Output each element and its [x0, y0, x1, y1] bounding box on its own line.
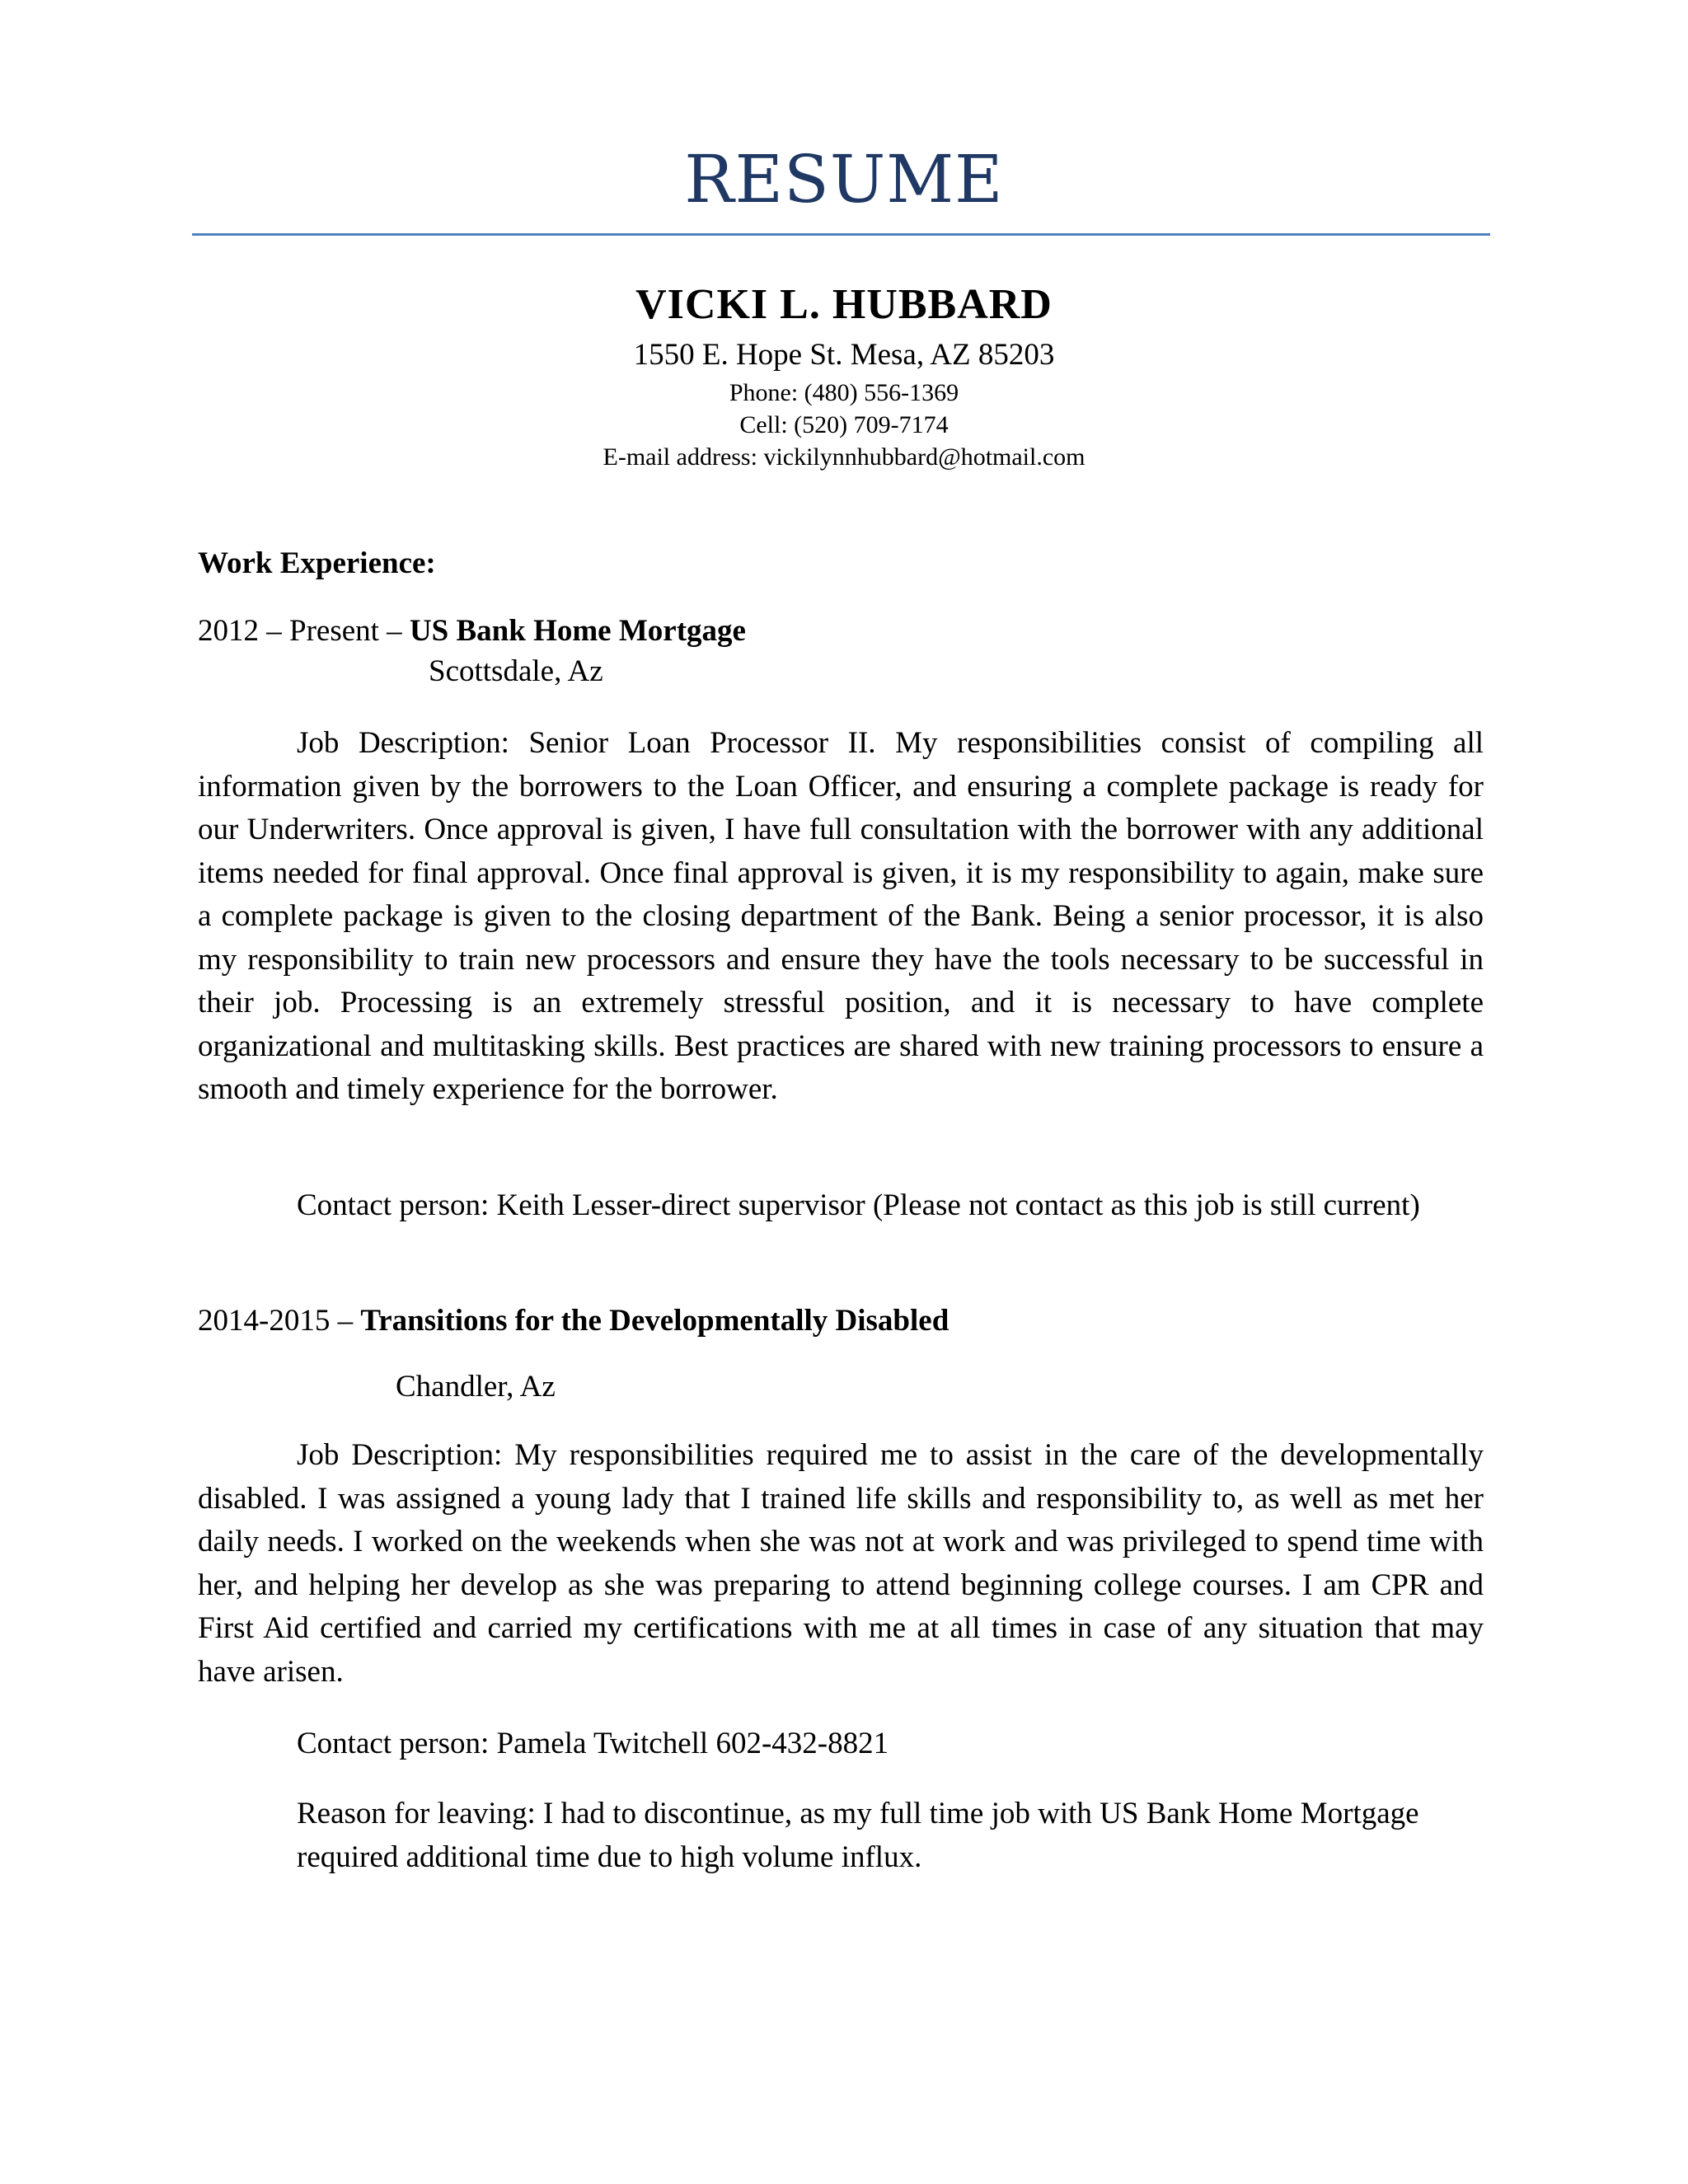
job-1-dates: 2012 – Present –: [198, 614, 410, 648]
job-2-heading: [198, 1301, 949, 1342]
job-2-location: Chandler, Az: [396, 1370, 556, 1404]
job-1-heading: [198, 611, 746, 652]
applicant-email: E-mail address: vickilynnhubbard@hotmail.com: [603, 443, 1085, 471]
applicant-name: VICKI L. HUBBARD: [635, 281, 1053, 328]
work-experience-heading: Work Experience:: [198, 546, 436, 580]
job-1-contact: Contact person: Keith Lesser-direct supervisor (Please not contact as this job is still current): [297, 1188, 1420, 1222]
contact-header: [0, 276, 1688, 473]
job-2-description: Job Description: My responsibilities required me to assist in the care of the developmentally disabled. I was assigned a young lady that I trained life skills and responsibility to, as well as met her daily needs. I worked on the weekends when she was not at work and was privileged to spend time with her, and helping her develop as she was preparing to attend beginning college courses. I am CPR and First Aid certified and carried my certifications with me at all times in case of any situation that may have arisen.: [198, 1438, 1484, 1689]
applicant-address: 1550 E. Hope St. Mesa, AZ 85203: [633, 338, 1055, 372]
document-title: RESUME: [684, 141, 1004, 218]
applicant-cell: Cell: (520) 709-7174: [739, 411, 949, 438]
applicant-phone: Phone: (480) 556-1369: [729, 379, 959, 406]
title-divider: [192, 233, 1490, 236]
job-2-reason: Reason for leaving: I had to discontinue, as my full time job with US Bank Home Mortgage required additional time due to high volume influx.: [297, 1797, 1419, 1874]
job-2-employer: Transitions for the Developmentally Disabled: [360, 1304, 950, 1338]
job-2-contact: Contact person: Pamela Twitchell 602-432-8821: [297, 1727, 889, 1760]
job-2-dates: 2014-2015 –: [198, 1304, 361, 1338]
job-1-description: Job Description: Senior Loan Processor II. My responsibilities consist of compiling all information given by the borrowers to the Loan Officer, and ensuring a complete package is ready for our Underwriters. Once approval is given, I have full consultation with the borrower with any additional items needed for final approval. Once final approval is given, it is my responsibility to again, make sure a complete package is given to the closing department of the Bank. Being a senior processor, it is also my responsibility to train new processors and ensure they have the tools necessary to be successful in their job. Processing is an extremely stressful position, and it is necessary to have complete organizational and multitasking skills. Best practices are shared with new training processors to ensure a smooth and timely experience for the borrower.: [198, 726, 1484, 1106]
job-1-location: Scottsdale, Az: [429, 654, 603, 688]
job-1-employer: US Bank Home Mortgage: [409, 614, 746, 648]
